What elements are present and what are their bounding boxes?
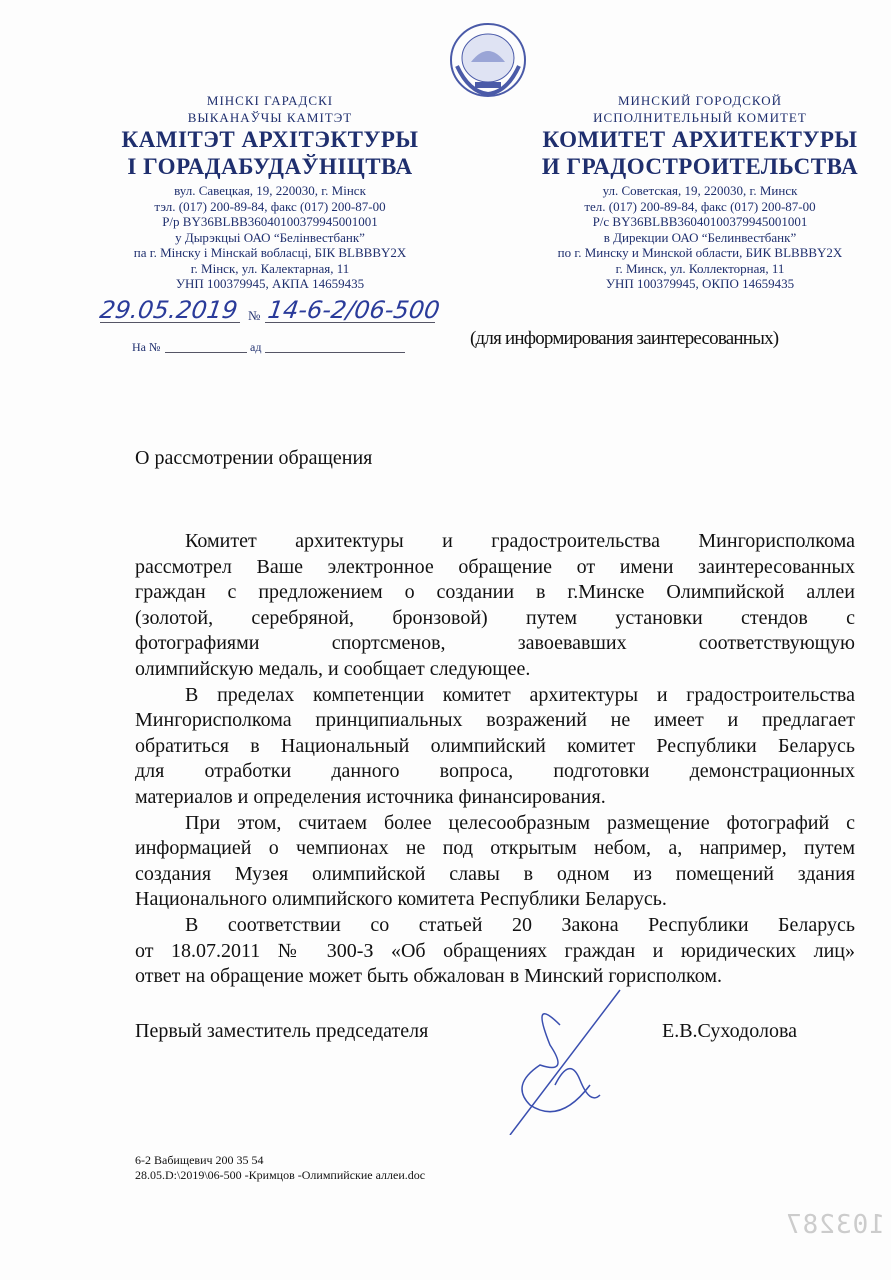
address-line: по г. Минску и Минской области, БИК BLBBBY2X [557,245,843,260]
address-line: тел. (017) 200-89-84, факс (017) 200-87-00 [584,198,816,214]
stamp-number: 103287 [785,1210,885,1240]
address-line: в Дирекции ОАО “Белинвестбанк” [603,229,797,245]
paragraph-line: В соответствии со статьей 20 Закона Республики Беларусь [185,913,855,936]
paragraph-line: Национального олимпийского комитета Республики Беларусь. [135,888,667,911]
address-line: УНП 100379945, ОКПО 14659435 [605,276,795,291]
org-name: ИСПОЛНИТЕЛЬНЫЙ КОМИТЕТ [593,110,807,125]
address-line: Р/р BY36BLBB36040100379945001001 [162,214,378,229]
signatory-name: Е.В.Суходолова [662,1020,798,1042]
subject-line: О рассмотрении обращения [135,447,373,469]
paragraph-line: граждан с предложением о создании в г.Минске Олимпийской аллеи [135,581,855,604]
footer-notes [135,1153,425,1183]
address-line: УНП 100379945, АКПА 14659435 [175,276,365,291]
ref-date-line [265,352,405,353]
letter-body [135,529,855,990]
paragraph-line: материалов и определения источника финансирования. [135,785,606,808]
paragraph-line: создания Музея олимпийской славы в одном из помещений здания [135,862,855,885]
paragraph-line: от 18.07.2011 № 300-З «Об обращениях граждан и юридических лиц» [135,939,855,962]
address-line: вул. Савецкая, 19, 220030, г. Мінск [174,183,366,198]
state-emblem-icon [449,22,527,98]
ref-line [165,352,247,353]
address-line: Р/с BY36BLBB36040100379945001001 [592,214,808,229]
addressee: (для информирования заинтересованных) [470,328,779,349]
ref-label: На № [132,340,161,354]
paragraph-line: фотографиями спортсменов, завоевавших соответствующую [135,632,855,655]
address-block [85,183,455,292]
dept-name: И ГРАДОСТРОИТЕЛЬСТВА [541,154,859,179]
address-line: г. Мінск, ул. Калектарная, 11 [190,260,350,276]
address-line: ул. Советская, 19, 220030, г. Минск [602,183,798,198]
address-block [520,183,880,292]
address-line: у Дырэкцыі ОАО “Белінвестбанк” [175,229,365,245]
paragraph-line: Комитет архитектуры и градостроительства Мингорисполкома [185,530,855,552]
dept-name: І ГОРАДАБУДАЎНІЦТВА [127,154,413,179]
ref-from-label: ад [250,340,262,354]
address-line: г. Минск, ул. Коллекторная, 11 [615,260,785,276]
paragraph-line: для отработки данного вопроса, подготовки демонстрационных [135,760,855,783]
handwritten-number: 14-6-2/06-500 [266,296,442,324]
dept-name: КОМИТЕТ АРХИТЕКТУРЫ [542,127,858,152]
org-name: ВЫКАНАЎЧЫ КАМІТЭТ [187,110,353,125]
paragraph-line: ответ на обращение может быть обжалован в Минский горисполком. [135,965,723,988]
paragraph-line: (золотой, серебряной, бронзовой) путем установки стендов с [135,606,855,629]
letterhead-belarusian [85,92,455,292]
handwritten-signature [470,985,650,1135]
paragraph-line: олимпийскую медаль, и сообщает следующее. [135,657,531,680]
paragraph-line: рассмотрел Ваше электронное обращение от имени заинтересованных [135,555,855,578]
letterhead-russian [520,92,880,292]
file-path-line: 28.05.D:\2019\06-500 -Кримцов -Олимпийские аллеи.doc [135,1168,426,1182]
signatory-title: Первый заместитель председателя [135,1020,429,1042]
paragraph-line: обратиться в Национальный олимпийский комитет Республики Беларусь [135,734,855,757]
address-line: тэл. (017) 200-89-84, факс (017) 200-87-00 [154,198,386,214]
address-line: па г. Мінску і Мінскай вобласці, БІК BLBBBY2X [133,245,407,260]
dept-name: КАМІТЭТ АРХІТЭКТУРЫ [121,127,419,152]
executor-line: 6-2 Вабищевич 200 35 54 [135,1153,264,1167]
paragraph-line: При этом, считаем более целесообразным размещение фотографий с [185,811,855,834]
org-name: МІНСКІ ГАРАДСКІ [206,93,334,108]
handwritten-date: 29.05.2019 [98,296,240,324]
paragraph-line: Мингорисполкома принципиальных возражений не имеет и предлагает [135,709,855,732]
number-label: № [248,308,261,323]
org-name: МИНСКИЙ ГОРОДСКОЙ [617,93,783,108]
paragraph-line: информацией о чемпионах не под открытым небом, а, например, путем [135,837,855,860]
paragraph-line: В пределах компетенции комитет архитектуры и градостроительства [185,683,855,706]
